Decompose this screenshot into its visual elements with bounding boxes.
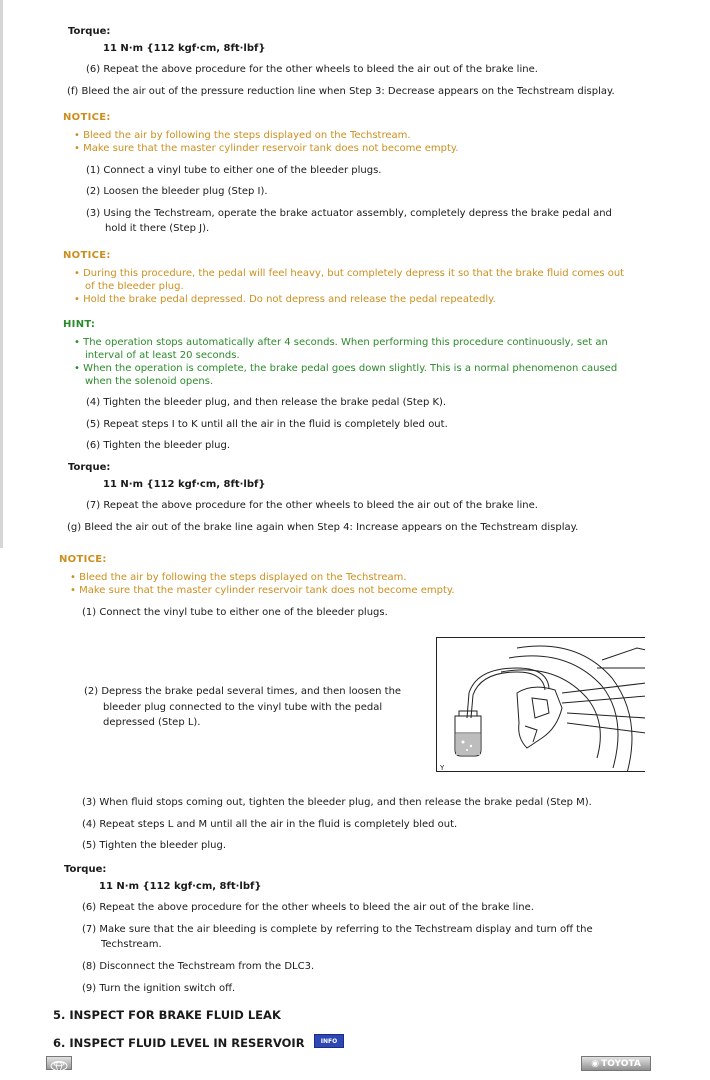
notice-bullet [74,293,496,306]
step-2-text-cont: bleeder plug connected to the vinyl tube with the pedal [103,702,383,713]
notice-heading: NOTICE: [59,554,107,565]
step-6-text: (6) Tighten the bleeder plug. [86,440,230,451]
hint-bullet [74,336,608,349]
notice-bullet [74,142,459,155]
step-3-text-cont: hold it there (Step J). [105,223,210,234]
torque-label: Torque: [64,864,107,875]
step-7-text: (7) Repeat the above procedure for the other wheels to bleed the air out of the brake line. [86,500,538,511]
step-4-text: (4) Repeat steps L and M until all the air in the fluid is completely bled out. [82,819,458,830]
torque-value: 11 N·m {112 kgf·cm, 8ft·lbf} [103,43,266,54]
bullet-icon: • [74,294,80,305]
hint-bullet [74,362,617,375]
notice-text-cont: of the bleeder plug. [85,281,184,292]
notice-bullet [70,584,455,597]
notice-bullet [74,129,411,142]
notice-heading: NOTICE: [63,250,111,261]
notice-text: During this procedure, the pedal will feel heavy, but completely depress it so that the brake fluid comes out [83,268,625,279]
bullet-icon: • [74,143,80,154]
torque-label: Torque: [68,462,111,473]
notice-text: Make sure that the master cylinder reservoir tank does not become empty. [79,585,455,596]
toyota-logo-text: TOYOTA [601,1058,641,1069]
section-5-heading: 5. INSPECT FOR BRAKE FLUID LEAK [53,1008,281,1022]
step-2-text-cont: depressed (Step L). [103,717,201,728]
figure-id-label: Y [440,764,445,772]
step-3-text: (3) When fluid stops coming out, tighten the bleeder plug, and then release the brake pedal (Step M). [82,797,592,808]
step-7-text: (7) Make sure that the air bleeding is complete by referring to the Techstream display and turn off the [82,924,593,935]
notice-heading: NOTICE: [63,112,111,123]
step-6-text: (6) Repeat the above procedure for the other wheels to bleed the air out of the brake line. [82,902,534,913]
step-5-text: (5) Tighten the bleeder plug. [82,840,226,851]
hint-text-cont: when the solenoid opens. [85,376,214,387]
bullet-icon: • [70,572,76,583]
step-8-text: (8) Disconnect the Techstream from the DLC3. [82,961,315,972]
bullet-icon: • [74,337,80,348]
step-3-text: (3) Using the Techstream, operate the brake actuator assembly, completely depress the brake pedal and [86,208,612,219]
notice-bullet [74,267,624,280]
notice-text: Bleed the air by following the steps displayed on the Techstream. [83,130,411,141]
hint-text: When the operation is complete, the brake pedal goes down slightly. This is a normal phenomenon caused [83,363,618,374]
hint-text: The operation stops automatically after 4 seconds. When performing this procedure continuously, set an [83,337,608,348]
bleeder-illustration [436,637,645,772]
step-4-text: (4) Tighten the bleeder plug, and then release the brake pedal (Step K). [86,397,447,408]
notice-text: Make sure that the master cylinder reservoir tank does not become empty. [83,143,459,154]
notice-text: Bleed the air by following the steps displayed on the Techstream. [79,572,407,583]
bullet-icon: • [74,268,80,279]
toyota-logo-button[interactable] [581,1056,651,1071]
toyota-emblem-icon[interactable] [46,1056,72,1070]
torque-value: 11 N·m {112 kgf·cm, 8ft·lbf} [103,479,266,490]
step-1-text: (1) Connect a vinyl tube to either one of the bleeder plugs. [86,165,382,176]
brake-caliper-drawing [437,638,645,772]
step-6-text: (6) Repeat the above procedure for the other wheels to bleed the air out of the brake line. [86,64,538,75]
bullet-icon: • [74,363,80,374]
torque-label: Torque: [68,26,111,37]
step-1-text: (1) Connect the vinyl tube to either one of the bleeder plugs. [82,607,388,618]
torque-value: 11 N·m {112 kgf·cm, 8ft·lbf} [99,881,262,892]
step-f-text: (f) Bleed the air out of the pressure reduction line when Step 3: Decrease appears on the Techstream display. [67,86,615,97]
toyota-emblem-icon: ◉ [591,1058,600,1069]
notice-text: Hold the brake pedal depressed. Do not depress and release the pedal repeatedly. [83,294,496,305]
step-9-text: (9) Turn the ignition switch off. [82,983,236,994]
bullet-icon: • [70,585,76,596]
toyota-emblem-drawing [47,1060,71,1072]
page-edge-shade [0,0,3,548]
step-7-text-cont: Techstream. [101,939,162,950]
section-6-heading: 6. INSPECT FLUID LEVEL IN RESERVOIR [53,1036,305,1050]
bullet-icon: • [74,130,80,141]
step-g-text: (g) Bleed the air out of the brake line again when Step 4: Increase appears on the Techstream display. [67,522,579,533]
info-button[interactable]: INFO [314,1034,344,1048]
hint-heading: HINT: [63,319,96,330]
notice-bullet [70,571,407,584]
step-5-text: (5) Repeat steps I to K until all the air in the fluid is completely bled out. [86,419,448,430]
hint-text-cont: interval of at least 20 seconds. [85,350,240,361]
step-2-text: (2) Depress the brake pedal several times, and then loosen the [84,686,402,697]
step-2-text: (2) Loosen the bleeder plug (Step I). [86,186,268,197]
